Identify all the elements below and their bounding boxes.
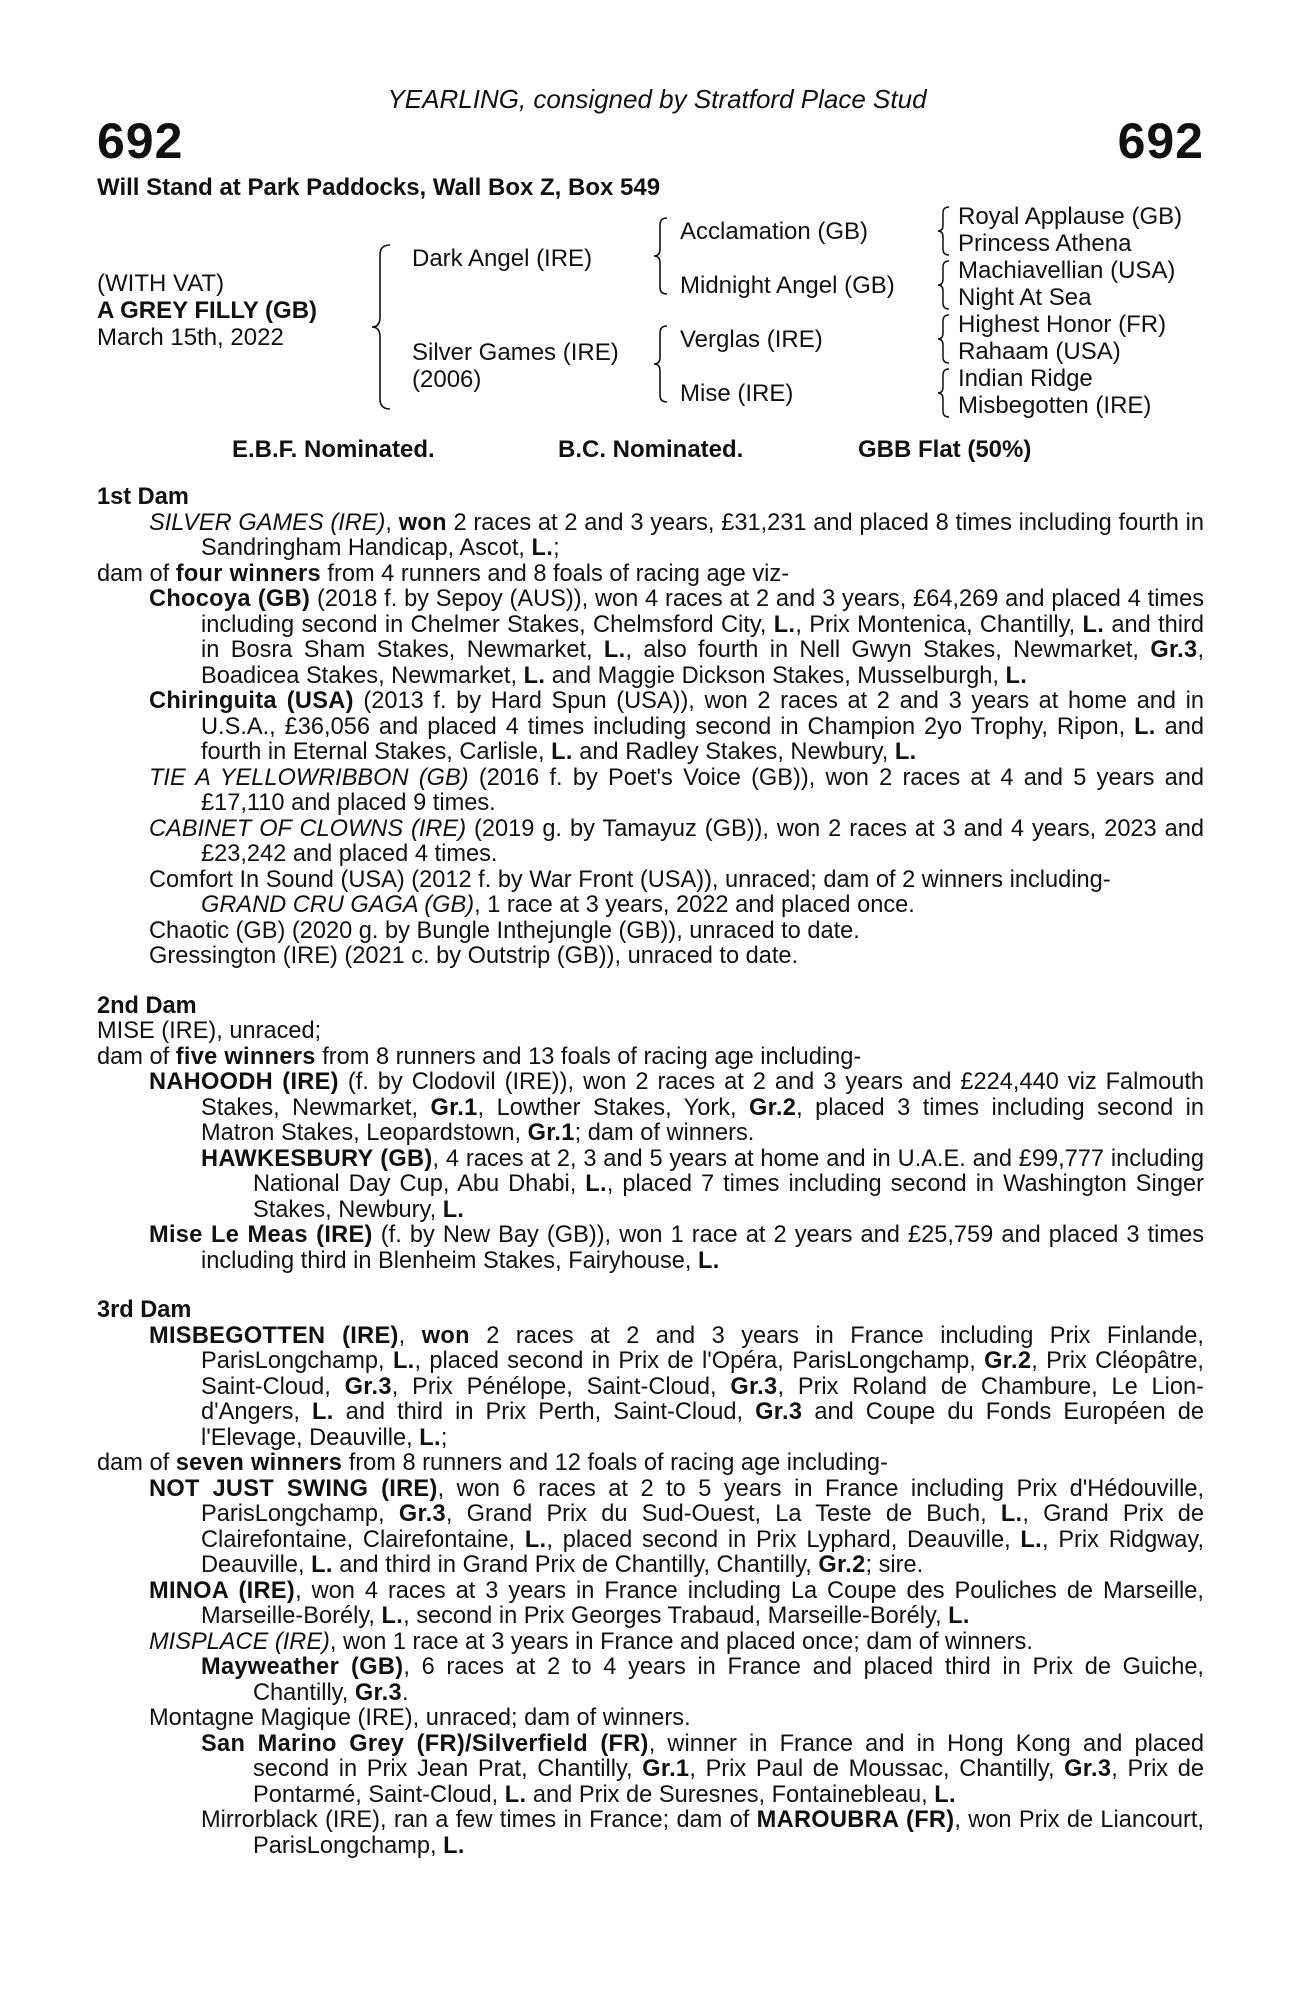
minoa-name: MINOA (IRE)	[149, 1577, 296, 1604]
minoa-text: , won 4 races at 3 years in France including La Coupe des Pouliches de Marseille, Marseille-Borély,	[201, 1577, 1204, 1629]
produce-chiringuita	[149, 689, 1204, 766]
njs-text: , Prix Ridgway, Deauville,	[201, 1526, 1204, 1578]
grade-listed: L.	[934, 1781, 956, 1808]
lot-number-right: 692	[1117, 113, 1204, 169]
grade-listed: L.	[551, 739, 573, 765]
chocoya-text: , Prix Montenica, Chantilly,	[795, 611, 1083, 638]
bc-nominated: B.C. Nominated.	[558, 436, 744, 463]
grandparent-3: Machiavellian (USA)	[958, 257, 1176, 284]
grade-listed: L.	[381, 1603, 404, 1629]
grand-cru-name: GRAND CRU GAGA (GB)	[201, 892, 475, 918]
third-dam-heading: 3rd Dam	[97, 1297, 192, 1323]
chiringuita-name: Chiringuita (USA)	[149, 688, 354, 714]
nahoodh-text: , placed 3 times including second in Matron Stakes, Leopardstown,	[201, 1094, 1205, 1146]
chocoya-text: and Maggie Dickson Stakes, Musselburgh,	[545, 662, 1006, 689]
hawkesbury-text: , 4 races at 2, 3 and 5 years at home and in U.A.E. and £99,777 including National Day Cup, Abu Dhabi,	[253, 1145, 1204, 1197]
catalogue-body	[97, 485, 1204, 1876]
njs-text: and third in Grand Prix de Chantilly, Chantilly,	[332, 1552, 819, 1578]
grandparent-5: Highest Honor (FR)	[958, 311, 1167, 338]
grade-listed: L.	[1000, 1501, 1023, 1527]
grade-listed: L.	[523, 662, 546, 689]
first-dam-name: SILVER GAMES (IRE)	[149, 509, 386, 536]
grade-listed: L.	[311, 1552, 333, 1578]
third-dam-name: MISBEGOTTEN (IRE)	[149, 1322, 399, 1349]
third-dam-text: , placed second in Prix de l'Opéra, ParisLongchamp,	[414, 1348, 985, 1374]
grandparent-7: Indian Ridge	[958, 365, 1093, 392]
grade-gr1: Gr.1	[430, 1094, 478, 1121]
first-dam-record-text: 2 races at 2 and 3 years, £31,231 and placed 8 times including fourth in Sandringham Handicap, Ascot,	[201, 509, 1204, 561]
hawkesbury-text: , placed 7 times including second in Washington Singer Stakes, Newbury,	[253, 1171, 1204, 1223]
horse-name: A GREY FILLY (GB)	[97, 297, 318, 324]
nahoodh-name: NAHOODH (IRE)	[149, 1069, 339, 1095]
g-brace-1-icon	[936, 205, 952, 257]
grade-listed: L.	[948, 1603, 970, 1629]
sire-sire: Acclamation (GB)	[680, 218, 869, 245]
second-dam-summary	[97, 1045, 1204, 1071]
maroubra-name: MAROUBRA (FR)	[756, 1807, 955, 1833]
dam-brace-icon	[652, 324, 670, 404]
mirrorblack-text: Mirrorblack (IRE), ran a few times in France; dam of	[201, 1807, 757, 1833]
grade-listed: L.	[419, 1424, 441, 1451]
nahoodh-text: , Lowther Stakes, York,	[477, 1094, 750, 1121]
g-brace-2-icon	[936, 259, 952, 311]
smg-text: , Prix Paul de Moussac, Chantilly,	[689, 1756, 1065, 1782]
produce-minoa	[149, 1579, 1204, 1630]
winners-count: five winners	[175, 1043, 316, 1070]
grandparent-8: Misbegotten (IRE)	[958, 392, 1152, 419]
tie-name: TIE A YELLOWRIBBON (GB)	[149, 764, 469, 791]
grade-listed: L.	[773, 611, 796, 638]
stand-location: Will Stand at Park Paddocks, Wall Box Z, Box 549	[97, 174, 661, 201]
date-of-birth: March 15th, 2022	[97, 324, 284, 351]
grade-listed: L.	[698, 1247, 720, 1274]
grade-listed: L.	[1020, 1526, 1042, 1553]
grandparent-6: Rahaam (USA)	[958, 338, 1121, 365]
produce-gressington: Gressington (IRE) (2021 c. by Outstrip (GB)), unraced to date.	[149, 943, 799, 969]
chiringuita-text: (2013 f. by Hard Spun (USA)), won 2 races at 2 and 3 years at home and in U.S.A., £36,056 and placed 4 times including second in Champion 2yo Trophy, Ripon,	[201, 688, 1204, 740]
third-dam-text: 2 races at 2 and 3 years in France including Prix Finlande, ParisLongchamp,	[201, 1322, 1204, 1374]
produce-cabinet-of-clowns	[149, 817, 1204, 868]
grade-gr3: Gr.3	[1150, 637, 1198, 663]
third-dam-text: and Coupe du Fonds Européen de l'Elevage, Deauville,	[201, 1399, 1204, 1451]
grade-gr3: Gr.3	[398, 1501, 446, 1527]
vat-label: (WITH VAT)	[97, 270, 225, 297]
misplace-text: , won 1 race at 3 years in France and placed once; dam of winners.	[329, 1628, 1033, 1655]
mayweather-name: Mayweather (GB)	[201, 1654, 404, 1680]
minoa-text: , second in Prix Georges Trabaud, Marseille-Borély,	[403, 1603, 949, 1629]
g-brace-3-icon	[936, 313, 952, 365]
second-dam-heading: 2nd Dam	[97, 992, 197, 1019]
grade-listed: L.	[531, 535, 554, 561]
produce-mise-le-meas	[149, 1223, 1204, 1274]
dam-sire: Verglas (IRE)	[680, 326, 823, 353]
chocoya-text: , Boadicea Stakes, Newmarket,	[201, 637, 1204, 689]
grade-listed: L.	[1082, 611, 1105, 638]
grade-listed: L.	[1134, 713, 1156, 740]
chocoya-text: , also fourth in Nell Gwyn Stakes, Newmarket,	[625, 637, 1151, 663]
dam-year: (2006)	[412, 366, 482, 393]
grade-gr3: Gr.3	[755, 1399, 803, 1425]
njs-text: , Grand Prix de Clairefontaine, Clairefontaine,	[201, 1501, 1205, 1553]
third-dam-record: MISBEGOTTEN (IRE), won 2 races at 2 and 3 years in France including Prix Finlande, ParisLongchamp, L., placed second in Prix de l'Opéra, ParisLongchamp, Gr.2, Prix Cléopâtre, Saint-Cloud, Gr.3, Prix Pénélope, Saint-Cloud, Gr.3, Prix Roland de Chambure, Le Lion-d'Angers, L. and third in Prix Perth, Saint-Cloud, Gr.3 and Coupe du Fonds Européen de l'Elevage, Deauville, L.;	[149, 1322, 1204, 1451]
grade-gr2: Gr.2	[818, 1552, 866, 1578]
grade-listed: L.	[603, 637, 626, 663]
semicolon: ;	[440, 1424, 448, 1451]
third-dam-text: and third in Prix Perth, Saint-Cloud,	[333, 1399, 756, 1425]
njs-text: , placed second in Prix Lyphard, Deauville,	[546, 1526, 1021, 1553]
chocoya-name: Chocoya (GB)	[149, 586, 311, 612]
grandparent-2: Princess Athena	[958, 230, 1132, 257]
third-dam-text: , Prix Pénélope, Saint-Cloud,	[391, 1373, 731, 1400]
grade-listed: L.	[312, 1399, 334, 1425]
gbb-flat: GBB Flat (50%)	[858, 436, 1032, 463]
grade-gr1: Gr.1	[527, 1120, 575, 1146]
winners-count: four winners	[175, 560, 321, 587]
produce-tie-a-yellowribbon	[149, 766, 1204, 817]
dam-name: Silver Games (IRE)	[412, 339, 619, 366]
chocoya-text: (2018 f. by Sepoy (AUS)), won 4 races at 2 and 3 years, £64,269 and placed 4 times including second in Chelmer Stakes, Chelmsford City,	[201, 586, 1205, 638]
summary-post: from 4 runners and 8 foals of racing age viz-	[320, 560, 790, 587]
san-marino-grey-name: San Marino Grey (FR)/Silverfield (FR)	[201, 1730, 649, 1757]
cabinet-name: CABINET OF CLOWNS (IRE)	[149, 815, 467, 842]
second-dam-name: MISE (IRE), unraced;	[97, 1018, 322, 1044]
mirrorblack-text: , won Prix de Liancourt, ParisLongchamp,	[253, 1807, 1204, 1859]
chiringuita-text: and fourth in Eternal Stakes, Carlisle,	[201, 713, 1204, 765]
misplace-name: MISPLACE (IRE)	[149, 1628, 330, 1655]
produce-comfort-in-sound: Comfort In Sound (USA) (2012 f. by War Front (USA)), unraced; dam of 2 winners including-	[149, 866, 1111, 893]
won-label: won	[398, 509, 447, 536]
grade-listed: L.	[442, 1196, 465, 1223]
chiringuita-text: and Radley Stakes, Newbury,	[572, 739, 895, 765]
mayweather-text: , 6 races at 2 to 4 years in France and placed third in Prix de Guiche, Chantilly,	[253, 1654, 1204, 1706]
second-dam-section	[97, 994, 1204, 1275]
njs-text: , Grand Prix du Sud-Ouest, La Teste de Buch,	[445, 1501, 1001, 1527]
third-dam-summary	[97, 1451, 1204, 1477]
produce-misplace	[149, 1630, 1204, 1656]
produce-montagne-magique: Montagne Magique (IRE), unraced; dam of winners.	[149, 1705, 691, 1731]
first-dam-record: SILVER GAMES (IRE), won 2 races at 2 and 3 years, £31,231 and placed 8 times including fourth in Sandringham Handicap, Ascot, L.;	[149, 509, 1204, 561]
grade-gr3: Gr.3	[1064, 1756, 1112, 1782]
summary-pre: dam of	[97, 560, 176, 587]
sire-name: Dark Angel (IRE)	[412, 245, 593, 272]
smg-text: and Prix de Suresnes, Fontainebleau,	[526, 1781, 935, 1808]
hawkesbury-name: HAWKESBURY (GB)	[201, 1145, 433, 1172]
cabinet-text: (2019 g. by Tamayuz (GB)), won 2 races at 3 and 4 years, 2023 and £23,242 and placed 4 times.	[201, 815, 1204, 867]
grand-cru-text: , 1 race at 3 years, 2022 and placed once.	[474, 892, 915, 918]
ebf-nominated: E.B.F. Nominated.	[232, 436, 435, 463]
chocoya-text: and third in Bosra Sham Stakes, Newmarket,	[201, 611, 1205, 663]
won-label: won	[421, 1322, 470, 1349]
first-dam-heading: 1st Dam	[97, 484, 189, 510]
grade-listed: L.	[585, 1171, 607, 1197]
njs-text: , won 6 races at 2 to 5 years in France including Prix d'Hédouville, ParisLongchamp,	[201, 1475, 1204, 1527]
summary-pre: dam of	[97, 1043, 176, 1070]
grade-listed: L.	[504, 1781, 527, 1808]
grandparent-1: Royal Applause (GB)	[958, 203, 1183, 230]
sire-dam: Midnight Angel (GB)	[680, 272, 895, 299]
third-dam-text: , Prix Roland de Chambure, Le Lion-d'Angers,	[201, 1373, 1204, 1425]
produce-san-marino-grey	[201, 1732, 1204, 1809]
produce-chocoya	[149, 587, 1204, 689]
summary-post: from 8 runners and 12 foals of racing age including-	[342, 1450, 888, 1476]
produce-nahoodh	[149, 1070, 1204, 1147]
grade-listed: L.	[524, 1526, 547, 1553]
produce-hawkesbury	[201, 1147, 1204, 1224]
grandparent-4: Night At Sea	[958, 284, 1092, 311]
third-dam-text: , Prix Cléopâtre, Saint-Cloud,	[201, 1348, 1204, 1400]
grade-gr3: Gr.3	[730, 1373, 778, 1400]
produce-mirrorblack	[201, 1808, 1204, 1859]
mise-le-meas-text: (f. by New Bay (GB)), won 1 race at 2 years and £25,759 and placed 3 times including third in Blenheim Stakes, Fairyhouse,	[201, 1222, 1204, 1274]
consignor-line: YEARLING, consigned by Stratford Place Stud	[387, 84, 927, 114]
period: .	[401, 1679, 409, 1706]
grade-listed: L.	[443, 1832, 465, 1859]
g-brace-4-icon	[936, 367, 952, 419]
njs-text: ; sire.	[865, 1552, 924, 1578]
grade-listed: L.	[392, 1348, 415, 1374]
nahoodh-text: ; dam of winners.	[574, 1120, 755, 1146]
grade-gr2: Gr.2	[984, 1348, 1032, 1374]
produce-grand-cru-gaga	[201, 893, 1204, 919]
grade-gr2: Gr.2	[749, 1094, 797, 1121]
first-dam-section	[97, 485, 1204, 970]
main-brace-icon	[370, 243, 394, 411]
sire-brace-icon	[652, 216, 670, 296]
winners-count: seven winners	[175, 1450, 343, 1476]
tie-text: (2016 f. by Poet's Voice (GB)), won 2 races at 4 and 5 years and £17,110 and placed 9 times.	[201, 764, 1204, 816]
third-dam-section	[97, 1298, 1204, 1859]
produce-mayweather	[201, 1655, 1204, 1706]
grade-gr3: Gr.3	[354, 1679, 402, 1706]
grade-gr1: Gr.1	[642, 1756, 690, 1782]
mise-le-meas-name: Mise Le Meas (IRE)	[149, 1222, 373, 1248]
first-dam-summary	[97, 562, 1204, 588]
nahoodh-text: (f. by Clodovil (IRE)), won 2 races at 2 and 3 years and £224,440 viz Falmouth Stakes, Newmarket,	[201, 1069, 1204, 1121]
grade-listed: L.	[1005, 662, 1028, 689]
lot-number-left: 692	[97, 113, 184, 169]
smg-text: , Prix de Pontarmé, Saint-Cloud,	[253, 1756, 1204, 1808]
summary-post: from 8 runners and 13 foals of racing age including-	[315, 1043, 862, 1070]
dam-dam: Mise (IRE)	[680, 380, 794, 407]
produce-not-just-swing	[149, 1477, 1204, 1579]
smg-text: , winner in France and in Hong Kong and placed second in Prix Jean Prat, Chantilly,	[253, 1730, 1204, 1782]
produce-chaotic: Chaotic (GB) (2020 g. by Bungle Inthejungle (GB)), unraced to date.	[149, 917, 860, 944]
semicolon: ;	[553, 535, 560, 561]
summary-pre: dam of	[97, 1450, 176, 1476]
grade-gr3: Gr.3	[344, 1373, 392, 1400]
grade-listed: L.	[894, 739, 917, 765]
not-just-swing-name: NOT JUST SWING (IRE)	[149, 1475, 438, 1502]
